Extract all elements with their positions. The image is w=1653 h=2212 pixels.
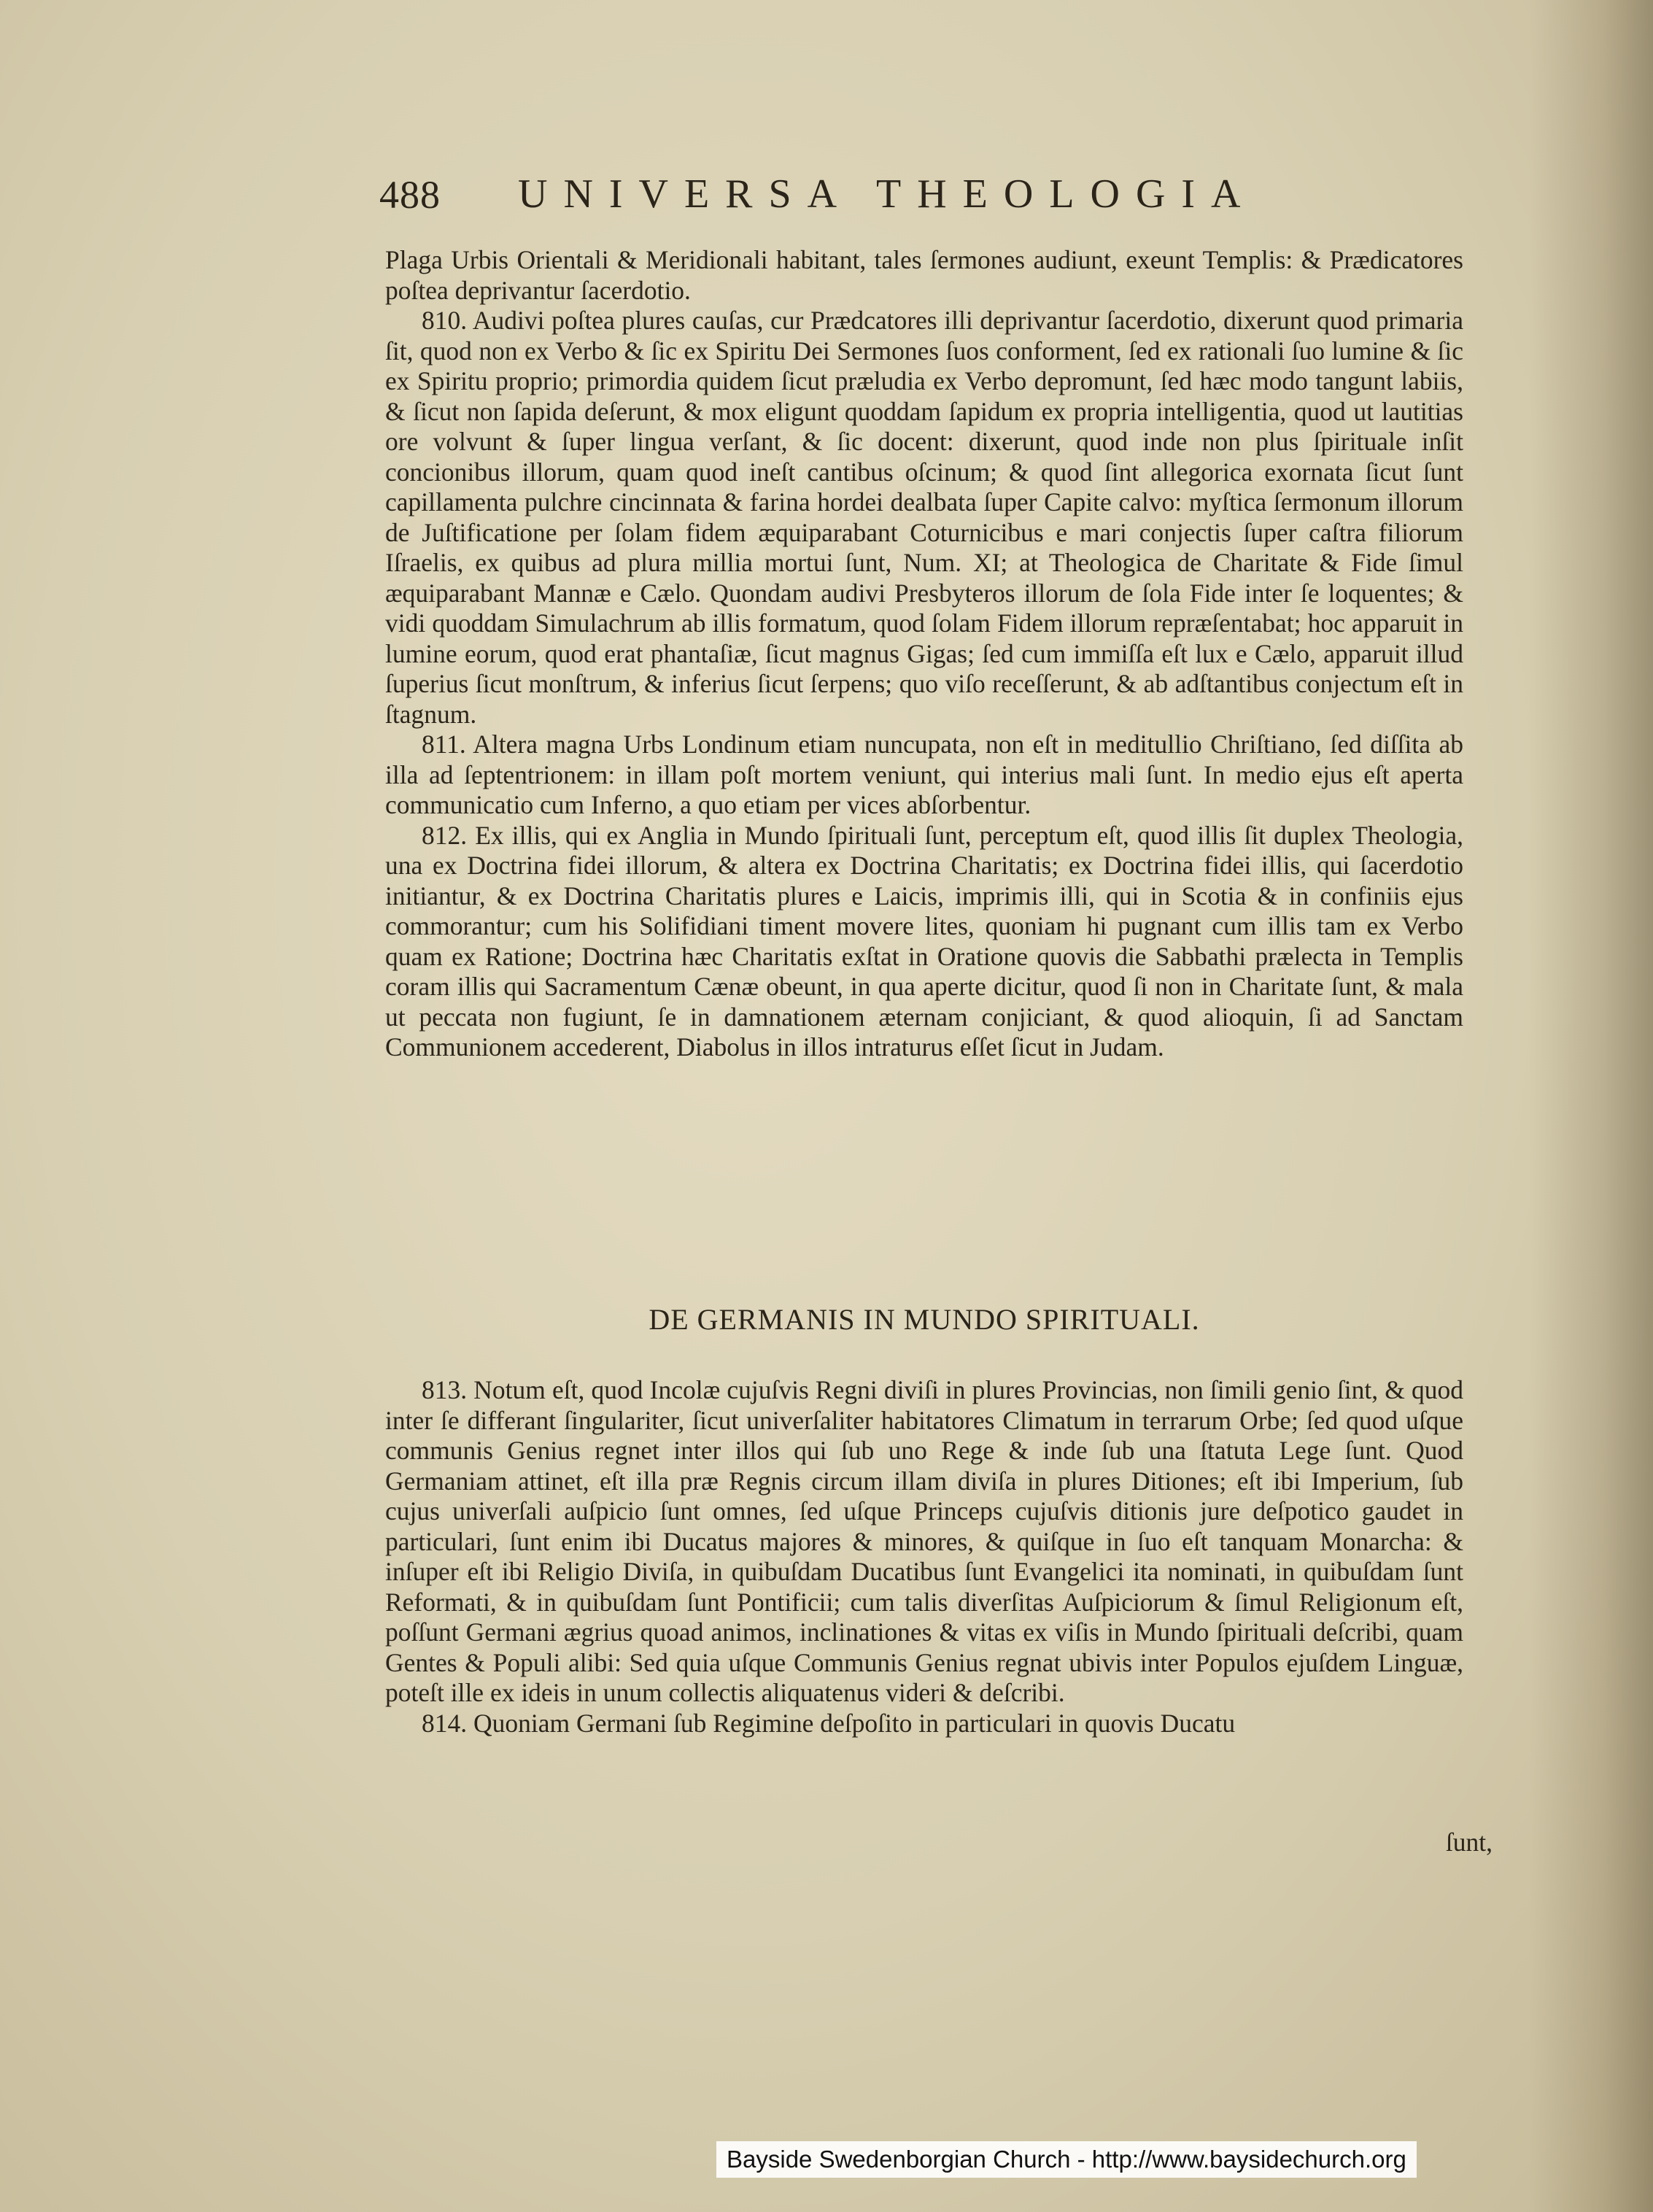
- page-gutter-shadow: [1529, 0, 1653, 2212]
- catch-word: ſunt,: [1445, 1828, 1493, 1857]
- paragraph-continuation: Plaga Urbis Orientali & Meridionali habitant, tales ſermones audiunt, exeunt Templis: & Prædicatores poſtea deprivantur ſacerdotio.: [385, 245, 1463, 305]
- paragraph-810: 810. Audivi poſtea plures cauſas, cur Prædcatores illi deprivantur ſacerdotio, dixerunt quod primaria ſit, quod non ex Verbo & ſic ex Spiritu Dei Sermones ſuos conforment, ſed ex rationali ſuo lumine & ſic ex Spiritu proprio; primordia quidem ſicut præludia ex Verbo depromunt, ſed hæc modo tangunt labiis, & ſicut non ſapida deſerunt, & mox eligunt quoddam ſapidum ex propria intelligentia, quod ut lautitias ore volvunt & ſuper lingua verſant, & ſic docent: dixerunt, quod inde non plus ſpirituale inſit concionibus illorum, quam quod ineſt cantibus oſcinum; & quod ſint allegorica exornata ſicut ſunt capillamenta pulchre cincinnata & farina hordei dealbata ſuper Capite calvo: myſtica ſermonum illorum de Juſtificatione per ſolam fidem æquiparabant Coturnicibus e mari conjectis ſuper caſtra filiorum Iſraelis, ex quibus ad plura millia mortui ſunt, Num. XI; at Theologica de Charitate & Fide ſimul æquiparabant Mannæ e Cælo. Quondam audivi Presbyteros illorum de ſola Fide inter ſe loquentes; & vidi quoddam Simulachrum ab illis formatum, quod ſolam Fidem illorum repræſentabat; hoc apparuit in lumine eorum, quod erat phantaſiæ, ſicut magnus Gigas; ſed cum immiſſa eſt lux e Cælo, apparuit illud ſuperius ſicut monſtrum, & inferius ſicut ſerpens; quo viſo receſſerunt, & ab adſtantibus conjectum eſt in ſtagnum.: [385, 306, 1463, 729]
- paragraph-813: 813. Notum eſt, quod Incolæ cujuſvis Regni diviſi in plures Provincias, non ſimili genio ſint, & quod inter ſe differant ſingulariter, ſicut univerſaliter habitatores Climatum in terrarum Orbe; ſed quod uſque communis Genius regnet inter illos qui ſub uno Rege & inde ſub una ſtatuta Lege ſunt. Quod Germaniam attinet, eſt illa præ Regnis circum illam diviſa in plures Ditiones; eſt ibi Imperium, ſub cujus univerſali auſpicio ſunt omnes, ſed uſque Princeps cujuſvis ditionis jure deſpotico gaudet in particulari, ſunt enim ibi Ducatus majores & minores, & quiſque in ſuo eſt tanquam Monarcha: & inſuper eſt ibi Religio Diviſa, in quibuſdam Ducatibus ſunt Evangelici ita nominati, in quibuſdam ſunt Reformati, & in quibuſdam ſunt Pontificii; cum talis diverſitas Auſpiciorum & ſimul Religionum eſt, poſſunt Germani ægrius quoad animos, inclinationes & vitas ex viſis in Mundo ſpirituali deſcribi, quam Gentes & Populi alibi: Sed quia uſque Communis Genius regnat ubivis inter Populos ejuſdem Linguæ, poteſt ille ex ideis in unum collectis aliquatenus videri & deſcribi.: [385, 1375, 1463, 1707]
- watermark-caption: Bayside Swedenborgian Church - http://www.baysidechurch.org: [716, 2141, 1417, 2178]
- running-title: UNIVERSA THEOLOGIA: [518, 171, 1257, 217]
- paragraph-812: 812. Ex illis, qui ex Anglia in Mundo ſpirituali ſunt, perceptum eſt, quod illis ſit duplex Theologia, una ex Doctrina fidei illorum, & altera ex Doctrina Charitatis; ex Doctrina fidei illis, qui ſacerdotio initiantur, & ex Doctrina Charitatis plures e Laicis, imprimis illi, qui in Scotia & in confiniis ejus commorantur; cum his Solifidiani timent movere lites, quoniam hi pugnant cum illis tam ex Verbo quam ex Ratione; Doctrina hæc Charitatis exſtat in Oratione quovis die Sabbathi prælecta in Templis coram illis qui Sacramentum Cænæ obeunt, in qua aperte dicitur, quod ſi non in Charitate ſunt, & mala ut peccata non fugiunt, ſe in damnationem æternam conjiciant, & quod alioquin, ſi ad Sanctam Communionem accederent, Diabolus in illos intraturus eſſet ſicut in Judam.: [385, 820, 1463, 1061]
- paragraph-814: 814. Quoniam Germani ſub Regimine deſpoſito in particulari in quovis Ducatu: [422, 1708, 1236, 1738]
- section-heading: DE GERMANIS IN MUNDO SPIRITUALI.: [649, 1303, 1200, 1336]
- second-text-block: [385, 1375, 1463, 1739]
- main-text-block: [385, 245, 1463, 1063]
- page-number: 488: [379, 173, 441, 217]
- page-header: [379, 168, 1350, 226]
- paragraph-811: 811. Altera magna Urbs Londinum etiam nuncupata, non eſt in meditullio Chriſtiano, ſed diſſita ab illa ad ſeptentrionem: in illam poſt mortem veniunt, qui interius mali ſunt. In medio ejus eſt aperta communicatio cum Inferno, a quo etiam per vices abſorbentur.: [385, 730, 1463, 819]
